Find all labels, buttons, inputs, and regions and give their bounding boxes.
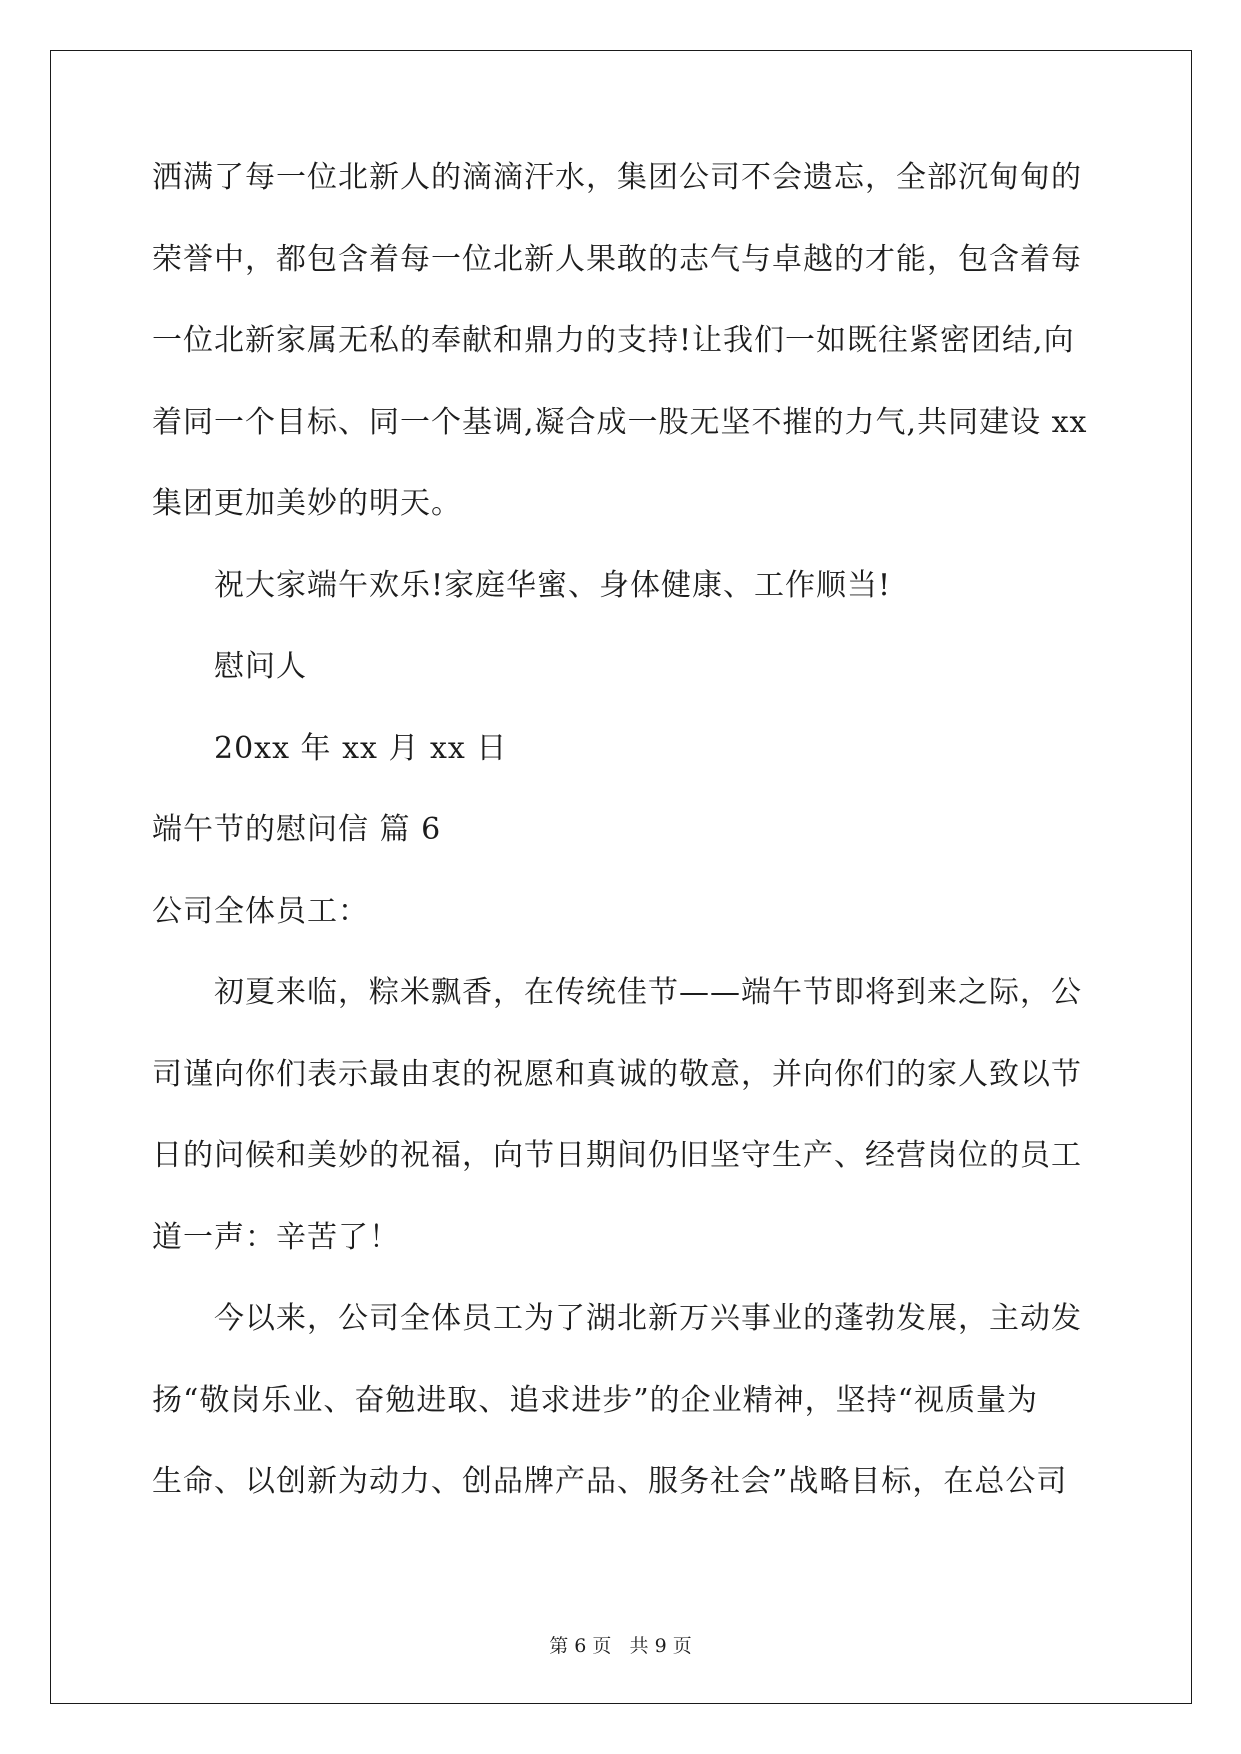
text-line: 祝大家端午欢乐!家庭华蜜、身体健康、工作顺当! — [214, 567, 892, 603]
section-heading: 端午节的慰问信 篇 6 — [152, 812, 442, 847]
text-line: 着同一个目标、同一个基调,凝合成一股无坚不摧的力气,共同建设 xx — [152, 404, 1088, 440]
text-line: 荣誉中，都包含着每一位北新人果敢的志气与卓越的才能，包含着每 — [152, 241, 1082, 277]
text-line: 今以来，公司全体员工为了湖北新万兴事业的蓬勃发展，主动发 — [214, 1301, 1082, 1336]
text-line: 洒满了每一位北新人的滴滴汗水，集团公司不会遗忘，全部沉甸甸的 — [152, 160, 1082, 195]
text-line: 一位北新家属无私的奉献和鼎力的支持!让我们一如既往紧密团结,向 — [152, 323, 1075, 358]
salutation: 公司全体员工： — [152, 893, 369, 929]
document-body — [152, 158, 1102, 1544]
text-line: 日的问候和美妙的祝福，向节日期间仍旧坚守生产、经营岗位的员工 — [152, 1138, 1082, 1173]
text-line: 司谨向你们表示最由衷的祝愿和真诚的敬意，并向你们的家人致以节 — [152, 1056, 1082, 1092]
page-number-footer: 第 6 页 共 9 页 — [549, 1635, 692, 1657]
text-line: 集团更加美妙的明天。 — [152, 486, 462, 521]
signature-line: 慰问人 — [214, 649, 307, 684]
text-line: 道一声：辛苦了！ — [152, 1219, 400, 1255]
text-line: 初夏来临，粽米飘香，在传统佳节——端午节即将到来之际，公 — [214, 975, 1082, 1010]
text-line: 扬“敬岗乐业、奋勉进取、追求进步”的企业精神，坚持“视质量为 — [152, 1382, 1039, 1418]
text-line: 生命、以创新为动力、创品牌产品、服务社会”战略目标，在总公司 — [152, 1464, 1068, 1499]
date-line: 20xx 年 xx 月 xx 日 — [214, 730, 508, 766]
